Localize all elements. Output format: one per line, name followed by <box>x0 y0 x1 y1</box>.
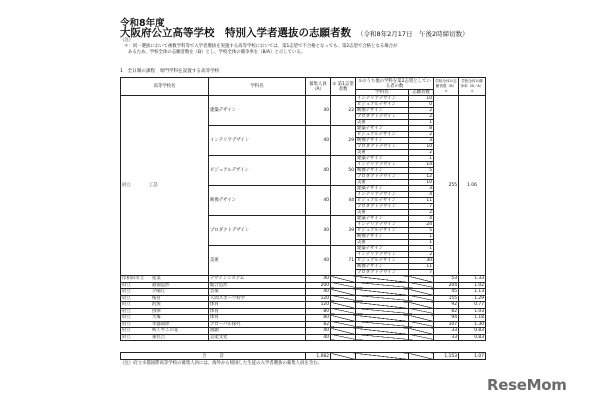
second-choice-dept: インテリアデザイン <box>356 192 409 198</box>
dept-name: 建築デザイン <box>209 96 306 126</box>
table-row <box>121 96 486 102</box>
section-heading: 1 全日制の課程 専門学科を設置する高等学校 <box>120 69 220 74</box>
school-ratio: 1.13 <box>459 289 486 296</box>
school-name: 汎愛 <box>152 302 161 308</box>
second-choice-dept: 映像デザイン <box>356 264 409 270</box>
second-choice-count: 1 <box>409 246 434 252</box>
school-total-b: 33 <box>434 328 459 335</box>
second-choice-dept: 建築デザイン <box>356 186 409 192</box>
second-choice-dept: 映像デザイン <box>356 138 409 144</box>
school-name: 水都国際 <box>152 321 170 327</box>
total-capacity: 1,082 <box>306 353 331 360</box>
school-prefecture: 府立 <box>122 334 131 340</box>
school-name: 東住吉 <box>152 334 166 340</box>
capacity: 40 <box>306 289 331 296</box>
school-name: 摂津 <box>152 308 161 314</box>
capacity: 40 <box>306 96 331 126</box>
school-prefecture: 府立 <box>122 328 131 334</box>
second-choice-dept: プロダクトデザイン <box>356 114 409 120</box>
second-choice-dept: 映像デザイン <box>356 234 409 240</box>
second-choice-count: 3 <box>409 186 434 192</box>
school-total-b: 255 <box>434 96 459 276</box>
second-choice-count: 1 <box>409 234 434 240</box>
dept-name: ビジュアルデザイン <box>209 156 306 186</box>
second-choice-dept: プロダクトデザイン <box>356 144 409 150</box>
footnote: （注）府立水都国際高等学校の募集人員には、海外から帰国した生徒の入学者選抜の募集人員を含む。 <box>120 361 322 366</box>
capacity: 40 <box>306 216 331 246</box>
school-ratio: 1.29 <box>459 295 486 302</box>
empty-cell <box>409 334 434 341</box>
capacity: 40 <box>306 334 331 341</box>
empty-cell <box>356 353 409 360</box>
header-first-choice: ① 第1志望者数 <box>331 78 356 96</box>
note <box>120 38 397 56</box>
second-choice-dept: 美術 <box>356 150 409 156</box>
school-ratio: 1.30 <box>459 321 486 328</box>
header-school: 高等学校名 <box>121 78 209 96</box>
note-label: （注） <box>120 38 134 43</box>
dept-name: 体育 <box>209 308 306 315</box>
second-choice-count: 8 <box>409 126 434 132</box>
capacity: 120 <box>306 302 331 309</box>
header-sub-count: 志願者数 <box>409 90 434 96</box>
school-prefecture: 府立 <box>122 282 131 288</box>
school-total-b: 45 <box>434 289 459 296</box>
second-choice-count: 3 <box>409 138 434 144</box>
dept-name: 美術 <box>209 246 306 276</box>
second-choice-count: 5 <box>409 228 434 234</box>
school-name: 大塚 <box>152 315 161 321</box>
first-choice-count: 29 <box>331 126 356 156</box>
school-name: 桜宮 <box>152 295 161 301</box>
second-choice-count: 2 <box>409 108 434 114</box>
second-choice-dept: インテリアデザイン <box>356 252 409 258</box>
school-total-b: 53 <box>434 276 459 283</box>
note-line-2: あるため、学校全体の志願者数を（B）とし、学校全体の競争率を（B/A）と示している。 <box>128 50 306 55</box>
second-choice-dept: プロダクトデザイン <box>356 270 409 276</box>
second-choice-dept: 映像デザイン <box>356 168 409 174</box>
school-prefecture: 府立 <box>122 289 131 295</box>
second-choice-dept: 美術 <box>356 120 409 126</box>
school-total-b: 92 <box>434 302 459 309</box>
second-choice-count: 4 <box>409 216 434 222</box>
school-total-b: 155 <box>434 295 459 302</box>
second-choice-count: 7 <box>409 270 434 276</box>
first-choice-count: 50 <box>331 156 356 186</box>
second-choice-dept: 映像デザイン <box>356 108 409 114</box>
school-prefecture: 府立 <box>122 295 131 301</box>
capacity: 200 <box>306 282 331 289</box>
title-main: 大阪府公立高等学校 特別入学者選抜の志願者数 <box>120 27 351 39</box>
school-ratio: 0.83 <box>459 328 486 335</box>
second-choice-count: 1 <box>409 156 434 162</box>
school-ratio: 0.83 <box>459 334 486 341</box>
school-name: 工芸 <box>148 183 158 188</box>
second-choice-dept: 建築デザイン <box>356 246 409 252</box>
empty-cell <box>356 334 409 341</box>
school-prefecture: 府立 <box>122 302 131 308</box>
dept-name: 体育 <box>209 302 306 309</box>
dept-name: グローバル探究 <box>209 321 306 328</box>
first-choice-count: 39 <box>331 216 356 246</box>
second-choice-dept: プロダクトデザイン <box>356 204 409 210</box>
dept-name: 演劇 <box>209 328 306 335</box>
first-choice-count: 44 <box>331 186 356 216</box>
second-choice-count: 1 <box>409 120 434 126</box>
second-choice-dept: 建築デザイン <box>356 216 409 222</box>
second-choice-count: 5 <box>409 168 434 174</box>
second-choice-count: 10 <box>409 96 434 102</box>
school-ratio: 1.33 <box>459 276 486 283</box>
capacity: 82 <box>306 321 331 328</box>
second-choice-dept: 美術 <box>356 210 409 216</box>
second-choice-count: 2 <box>409 210 434 216</box>
second-choice-dept: 建築デザイン <box>356 126 409 132</box>
school-name-cell <box>121 334 209 341</box>
school-name-cell <box>121 96 209 276</box>
second-choice-count: 4 <box>409 192 434 198</box>
dept-name: デザインシステム <box>209 276 306 283</box>
header-dept: 学科名 <box>209 78 306 96</box>
school-total-b: 204 <box>434 282 459 289</box>
title-deadline: （令和8年2月17日 午後2時締切数） <box>357 30 469 38</box>
header-sub-dept: 学科名 <box>356 90 409 96</box>
school-name: 咲くやこの花 <box>152 328 179 334</box>
capacity: 40 <box>306 246 331 276</box>
second-choice-dept: ビジュアルデザイン <box>356 198 409 204</box>
header-ratio: 学校全体の競争率（B／A）＊ <box>459 78 486 96</box>
school-total-b: 82 <box>434 308 459 315</box>
first-choice-count: 22 <box>331 96 356 126</box>
second-choice-dept: プロダクトデザイン <box>356 174 409 180</box>
school-ratio: 0.77 <box>459 302 486 309</box>
capacity: 120 <box>306 295 331 302</box>
dept-name: 映像デザイン <box>209 186 306 216</box>
resemom-logo: ReseMom <box>487 376 567 394</box>
second-choice-count: 0 <box>409 102 434 108</box>
second-choice-dept: インテリアデザイン <box>356 162 409 168</box>
capacity: 40 <box>306 126 331 156</box>
second-choice-dept: 建築デザイン <box>356 156 409 162</box>
dept-name: 体育 <box>209 315 306 322</box>
second-choice-count: 7 <box>409 204 434 210</box>
first-choice-count: 71 <box>331 246 356 276</box>
dept-name: プロダクトデザイン <box>209 216 306 246</box>
total-label: 合 計 <box>121 353 306 360</box>
school-ratio: 1.18 <box>459 315 486 322</box>
school-prefecture: 岸和田市立 <box>122 276 144 282</box>
second-choice-dept: ビジュアルデザイン <box>356 258 409 264</box>
second-choice-count: 2 <box>409 114 434 120</box>
dept-name: インテリアデザイン <box>209 126 306 156</box>
school-name: 港南造形 <box>152 282 170 288</box>
second-choice-count: 11 <box>409 198 434 204</box>
empty-cell <box>331 353 356 360</box>
table-row <box>121 334 486 341</box>
second-choice-count: 1 <box>409 240 434 246</box>
second-choice-count: 10 <box>409 144 434 150</box>
school-prefecture: 府立 <box>122 183 131 188</box>
dept-name: 人間スポーツ科学 <box>209 295 306 302</box>
school-total-b: 94 <box>434 315 459 322</box>
school-prefecture: 府立 <box>122 321 131 327</box>
dept-name: 総合造形 <box>209 282 306 289</box>
header-second-choice: ①のうち他の学科を第2志望としている者の数 <box>356 78 434 90</box>
second-choice-count: 11 <box>409 264 434 270</box>
note-line-1: ＊：同一選抜において複数学科等で入学者選抜を実施する高等学校においては、第1志望で不合格となっても、第2志望で合格となる場合が <box>124 44 398 49</box>
second-choice-dept: ビジュアルデザイン <box>356 132 409 138</box>
empty-cell <box>331 334 356 341</box>
capacity: 80 <box>306 308 331 315</box>
second-choice-dept: ビジュアルデザイン <box>356 228 409 234</box>
applicants-table <box>120 77 486 341</box>
second-choice-count: 2 <box>409 150 434 156</box>
second-choice-dept: インテリアデザイン <box>356 222 409 228</box>
second-choice-count: 12 <box>409 174 434 180</box>
second-choice-count: 24 <box>409 222 434 228</box>
school-name: 夕陽丘 <box>152 289 166 295</box>
school-total-b: 33 <box>434 334 459 341</box>
second-choice-dept: インテリアデザイン <box>356 96 409 102</box>
dept-name: 芸能文化 <box>209 334 306 341</box>
school-total-b: 107 <box>434 321 459 328</box>
capacity: 80 <box>306 315 331 322</box>
empty-cell <box>409 353 434 360</box>
second-choice-count: 14 <box>409 162 434 168</box>
capacity: 40 <box>306 328 331 335</box>
second-choice-dept: ビジュアルデザイン <box>356 102 409 108</box>
second-choice-count: 2 <box>409 132 434 138</box>
header-capacity: 募集人員（A） <box>306 78 331 96</box>
capacity: 40 <box>306 186 331 216</box>
total-ratio: 1.07 <box>459 353 486 360</box>
second-choice-dept: 美術 <box>356 180 409 186</box>
second-choice-count: 2 <box>409 252 434 258</box>
second-choice-dept: 美術 <box>356 240 409 246</box>
school-name: 産業 <box>152 276 161 282</box>
school-prefecture: 府立 <box>122 308 131 314</box>
dept-name: 音楽 <box>209 289 306 296</box>
second-choice-count: 10 <box>409 180 434 186</box>
total-b: 1,153 <box>434 353 459 360</box>
school-ratio: 1.06 <box>459 96 486 276</box>
title-year: 令和8年度 <box>120 18 165 29</box>
header-total-b: 学校全体の志願者数（B）＊ <box>434 78 459 96</box>
second-choice-count: 30 <box>409 258 434 264</box>
school-prefecture: 府立 <box>122 315 131 321</box>
school-ratio: 1.03 <box>459 308 486 315</box>
capacity: 40 <box>306 156 331 186</box>
total-row <box>120 352 486 360</box>
capacity: 40 <box>306 276 331 283</box>
school-ratio: 1.02 <box>459 282 486 289</box>
